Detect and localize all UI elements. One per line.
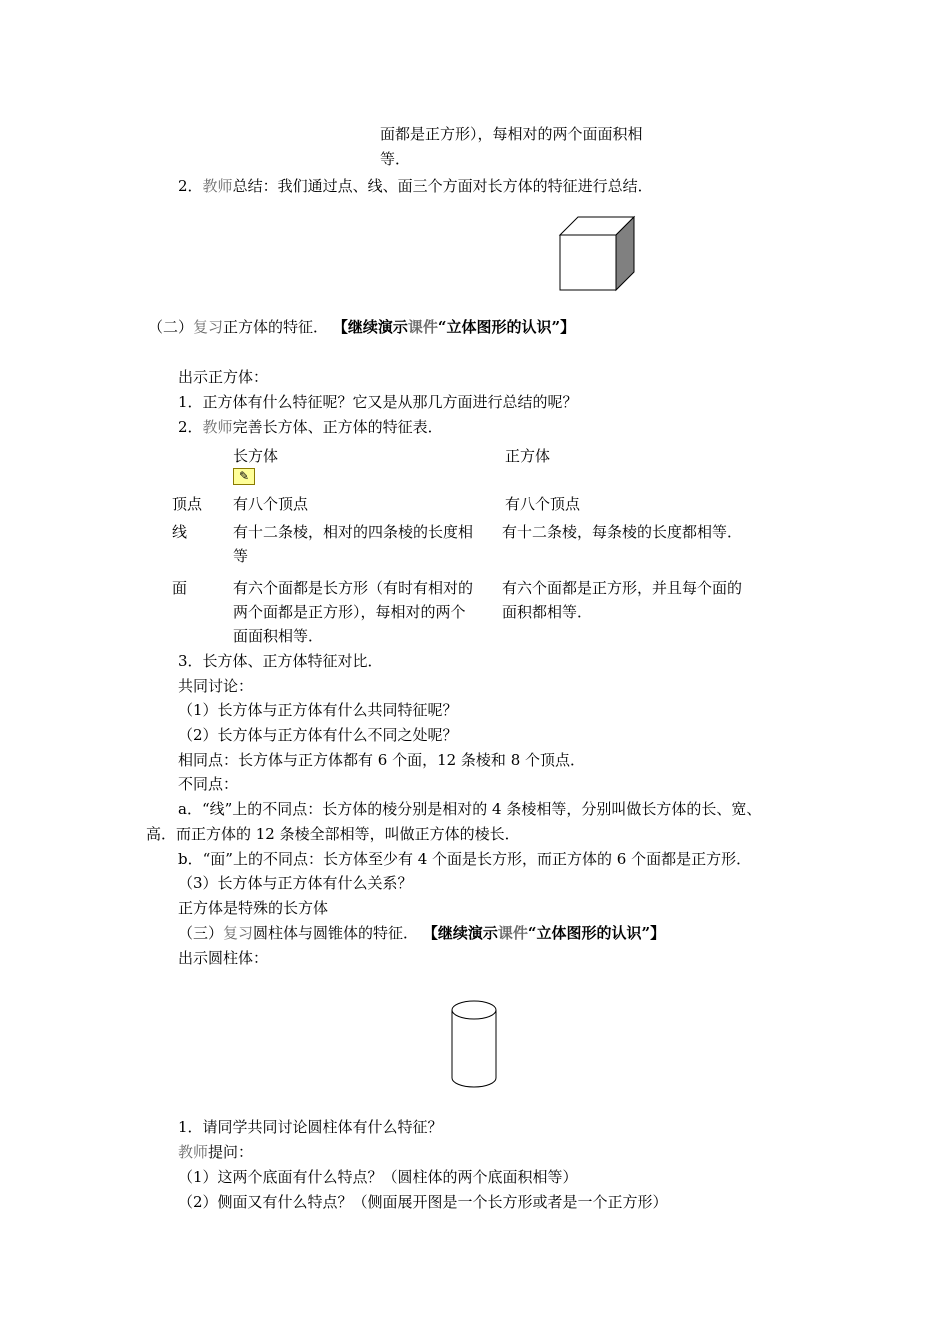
text-line: 相同点：长方体与正方体都有 6 个面，12 条棱和 8 个顶点． — [178, 751, 586, 769]
text-line: 出示圆柱体： — [178, 949, 269, 967]
discussion-item: （2）长方体与正方体有什么不同之处呢？ — [178, 726, 458, 744]
heading-part: 【继续演示 — [332, 318, 408, 336]
table-header-cube: 正方体 — [505, 447, 551, 465]
discussion-item: （1）长方体与正方体有什么共同特征呢？ — [178, 701, 458, 719]
embedded-object-icon: ✎ — [233, 468, 255, 485]
heading-part: “立体图形的认识”】 — [437, 318, 576, 336]
paragraph-text: 总结：我们通过点、线、面三个方面对长方体的特征进行总结． — [232, 177, 653, 195]
cylinder-bottom — [452, 1078, 496, 1087]
cylinder-top — [452, 1001, 496, 1019]
discussion-item: （1）这两个底面有什么特点？（圆柱体的两个底面积相等） — [178, 1168, 578, 1186]
row-label: 顶点 — [172, 495, 203, 513]
courseware-word: 课件 — [497, 924, 528, 942]
discussion-item: （3）长方体与正方体有什么关系？ — [178, 874, 413, 892]
cell-cuboid: 两个面都是正方形），每相对的两个 — [233, 603, 466, 621]
cell-cuboid: 有八个顶点 — [233, 495, 309, 513]
heading-part: （二） — [148, 318, 194, 336]
text-line: 正方体是特殊的长方体 — [178, 899, 329, 917]
cell-cube: 有六个面都是正方形，并且每个面的 — [502, 579, 743, 597]
cell-cuboid: 等 — [233, 547, 249, 565]
cell-cuboid: 面面积相等． — [233, 627, 324, 645]
row-label: 面 — [172, 579, 188, 597]
text-line: 等． — [380, 150, 411, 168]
item-number: 2． — [178, 418, 203, 436]
heading-part: 正方体的特征． — [223, 318, 329, 336]
cell-cuboid: 有六个面都是长方形（有时有相对的 — [233, 579, 474, 597]
item-number: 2． — [178, 177, 203, 195]
question-2 — [178, 417, 443, 437]
cell-cube: 面积都相等． — [502, 603, 593, 621]
cell-cube: 有十二条棱，每条棱的长度都相等． — [502, 523, 743, 541]
question-1: 1．正方体有什么特征呢？它又是从那几方面进行总结的呢？ — [178, 393, 578, 411]
text-line: 共同讨论： — [178, 677, 254, 695]
paragraph-text: 提问： — [208, 1143, 254, 1161]
review-word: 复习 — [193, 318, 224, 336]
discussion-item: （2）侧面又有什么特点？（侧面展开图是一个长方形或者是一个正方形） — [178, 1193, 668, 1211]
cell-cube: 有八个顶点 — [505, 495, 581, 513]
review-word: 复习 — [223, 924, 254, 942]
text-line: 1．请同学共同讨论圆柱体有什么特征？ — [178, 1118, 443, 1136]
section-heading — [178, 923, 665, 943]
courseware-word: 课件 — [407, 318, 438, 336]
paragraph-text: 完善长方体、正方体的特征表． — [232, 418, 443, 436]
text-line: 高．而正方体的 12 条棱全部相等，叫做正方体的棱长． — [146, 825, 520, 843]
text-line: 面都是正方形），每相对的两个面面积相 — [380, 125, 643, 143]
section-heading — [148, 317, 575, 337]
row-label: 线 — [172, 523, 188, 541]
teacher-word: 教师 — [178, 1143, 209, 1161]
table-header-cuboid: 长方体 — [233, 447, 279, 465]
heading-part: “立体图形的认识”】 — [527, 924, 666, 942]
heading-part: 【继续演示 — [422, 924, 498, 942]
cube-figure — [558, 214, 638, 292]
text-line: b．“面”上的不同点：长方体至少有 4 个面是长方形，而正方体的 6 个面都是正方形． — [178, 850, 752, 868]
heading-part: （三） — [178, 924, 224, 942]
cylinder-figure — [448, 998, 500, 1092]
cell-cuboid: 有十二条棱，相对的四条棱的长度相 — [233, 523, 474, 541]
text-line: 不同点： — [178, 775, 239, 793]
text-line: 出示正方体： — [178, 368, 269, 386]
paragraph — [178, 176, 653, 196]
text-line — [178, 1142, 253, 1162]
text-line: a．“线”上的不同点：长方体的棱分别是相对的 4 条棱相等，分别叫做长方体的长、宽、 — [178, 800, 762, 818]
teacher-word: 教师 — [202, 418, 233, 436]
teacher-word: 教师 — [202, 177, 233, 195]
cube-front-face — [560, 235, 616, 290]
question-3: 3．长方体、正方体特征对比． — [178, 652, 383, 670]
heading-part: 圆柱体与圆锥体的特征． — [253, 924, 419, 942]
